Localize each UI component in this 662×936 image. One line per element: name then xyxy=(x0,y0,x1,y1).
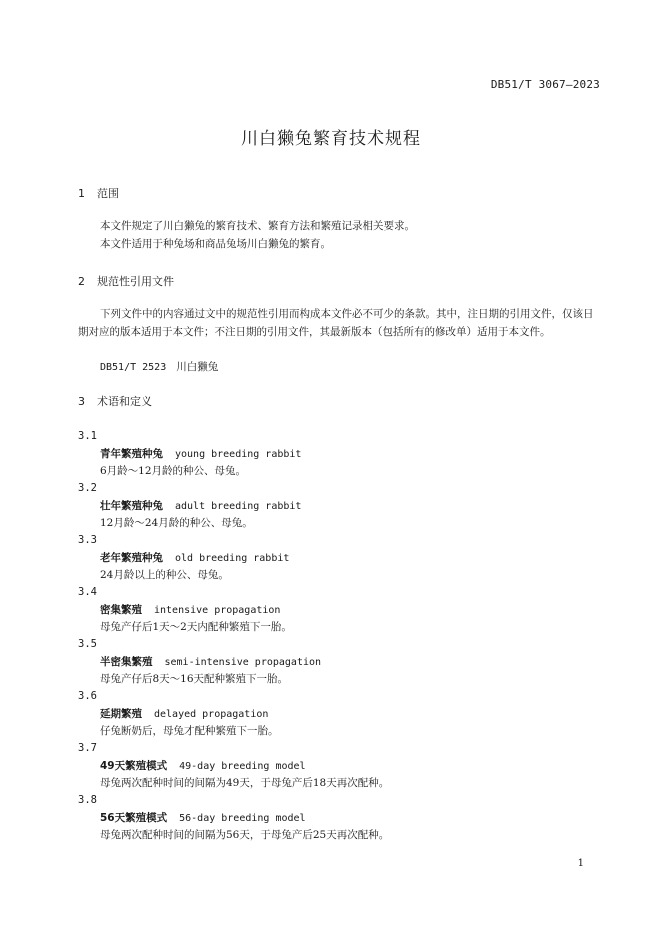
term-definition: 仔兔断奶后，母兔才配种繁殖下一胎。 xyxy=(100,725,279,737)
term-number: 3.7 xyxy=(78,742,97,754)
term-name: 青年繁殖种兔 young breeding rabbit xyxy=(100,448,302,460)
term-definition: 母兔产仔后1天～2天内配种繁殖下一胎。 xyxy=(100,621,292,633)
standard-code: DB51/T 3067—2023 xyxy=(490,78,600,91)
scope-paragraph-1: 本文件规定了川白獭兔的繁育技术、繁育方法和繁殖记录相关要求。 xyxy=(100,220,415,232)
section-heading-terms xyxy=(78,393,152,409)
section-title: 规范性引用文件 xyxy=(97,275,174,288)
term-number: 3.2 xyxy=(78,482,97,494)
page-number: 1 xyxy=(577,858,584,869)
section-heading-scope xyxy=(78,185,119,201)
term-name: 延期繁殖 delayed propagation xyxy=(100,708,269,720)
section-heading-normative-references xyxy=(78,273,174,289)
term-name: 半密集繁殖 semi-intensive propagation xyxy=(100,656,322,668)
section-title: 术语和定义 xyxy=(97,395,152,408)
term-number: 3.6 xyxy=(78,690,97,702)
term-name: 老年繁殖种兔 old breeding rabbit xyxy=(100,552,290,564)
document-title: 川白獭兔繁育技术规程 xyxy=(241,129,421,149)
term-name: 49天繁殖模式 49-day breeding model xyxy=(100,760,306,772)
term-definition: 母兔产仔后8天～16天配种繁殖下一胎。 xyxy=(100,673,289,685)
section-title: 范围 xyxy=(97,187,119,200)
reference-code: DB51/T 2523 xyxy=(100,362,167,373)
reference-name: 川白獭兔 xyxy=(176,361,219,373)
section-number: 1 xyxy=(78,187,85,200)
term-name: 密集繁殖 intensive propagation xyxy=(100,604,281,616)
reference-entry xyxy=(100,359,218,374)
section-number: 3 xyxy=(78,395,85,408)
term-definition: 母兔两次配种时间的间隔为49天，于母兔产后18天再次配种。 xyxy=(100,777,390,789)
term-number: 3.1 xyxy=(78,430,97,442)
term-number: 3.8 xyxy=(78,794,97,806)
term-number: 3.5 xyxy=(78,638,97,650)
term-definition: 24月龄以上的种公、母兔。 xyxy=(100,569,229,581)
scope-paragraph-2: 本文件适用于种兔场和商品兔场川白獭兔的繁育。 xyxy=(100,238,331,250)
term-name: 壮年繁殖种兔 adult breeding rabbit xyxy=(100,500,302,512)
term-definition: 6月龄～12月龄的种公、母兔。 xyxy=(100,465,247,477)
references-paragraph: 下列文件中的内容通过文中的规范性引用而构成本文件必不可少的条款。其中，注日期的引用文件，仅该日期对应的版本适用于本文件；不注日期的引用文件，其最新版本（包括所有的修改单）适用于本文件。 xyxy=(78,308,594,338)
section-number: 2 xyxy=(78,275,85,288)
term-definition: 母兔两次配种时间的间隔为56天，于母兔产后25天再次配种。 xyxy=(100,829,390,841)
term-definition: 12月龄～24月龄的种公、母兔。 xyxy=(100,517,253,529)
term-name: 56天繁殖模式 56-day breeding model xyxy=(100,812,306,824)
term-number: 3.3 xyxy=(78,534,97,546)
term-number: 3.4 xyxy=(78,586,97,598)
